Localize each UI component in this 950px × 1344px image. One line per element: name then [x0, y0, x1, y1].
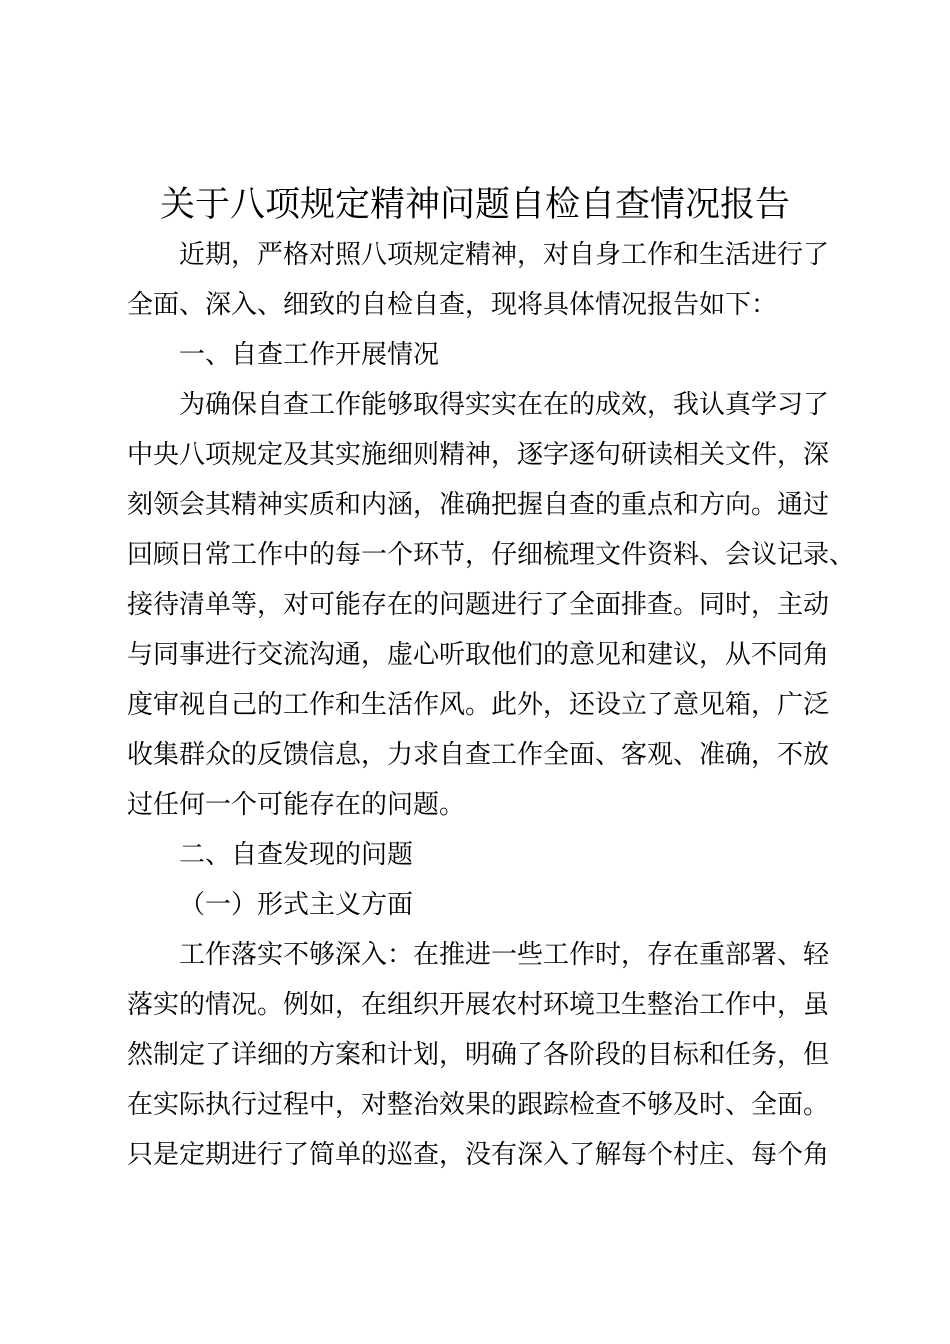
paragraph-line: 中央八项规定及其实施细则精神，逐字逐句研读相关文件，深 — [127, 440, 830, 470]
paragraph-line: 与同事进行交流沟通，虚心听取他们的意见和建议，从不同角 — [127, 640, 830, 670]
section-heading: 二、自查发现的问题 — [179, 840, 414, 870]
paragraph-line: 落实的情况。例如，在组织开展农村环境卫生整治工作中，虽 — [127, 990, 830, 1020]
paragraph-line: 过任何一个可能存在的问题。 — [127, 790, 466, 820]
paragraph-line: 只是定期进行了简单的巡查，没有深入了解每个村庄、每个角 — [127, 1140, 830, 1170]
paragraph-line: 在实际执行过程中，对整治效果的跟踪检查不够及时、全面。 — [127, 1090, 830, 1120]
paragraph-line: 刻领会其精神实质和内涵，准确把握自查的重点和方向。通过 — [127, 490, 830, 520]
paragraph-line: 度审视自己的工作和生活作风。此外，还设立了意见箱，广泛 — [127, 690, 830, 720]
paragraph-line: 近期，严格对照八项规定精神，对自身工作和生活进行了 — [179, 240, 830, 270]
paragraph-line: 工作落实不够深入：在推进一些工作时，存在重部署、轻 — [179, 940, 830, 970]
paragraph-line: 全面、深入、细致的自检自查，现将具体情况报告如下： — [127, 290, 778, 320]
paragraph-line: 收集群众的反馈信息，力求自查工作全面、客观、准确，不放 — [127, 740, 830, 770]
paragraph-line: 然制定了详细的方案和计划，明确了各阶段的目标和任务，但 — [127, 1040, 830, 1070]
paragraph-line: 回顾日常工作中的每一个环节，仔细梳理文件资料、会议记录、 — [127, 540, 856, 570]
section-heading: 一、自查工作开展情况 — [179, 340, 440, 370]
document-title: 关于八项规定精神问题自检自查情况报告 — [159, 185, 790, 225]
subsection-heading: （一）形式主义方面 — [179, 890, 414, 920]
paragraph-line: 接待清单等，对可能存在的问题进行了全面排查。同时，主动 — [127, 590, 830, 620]
paragraph-line: 为确保自查工作能够取得实实在在的成效，我认真学习了 — [179, 390, 830, 420]
